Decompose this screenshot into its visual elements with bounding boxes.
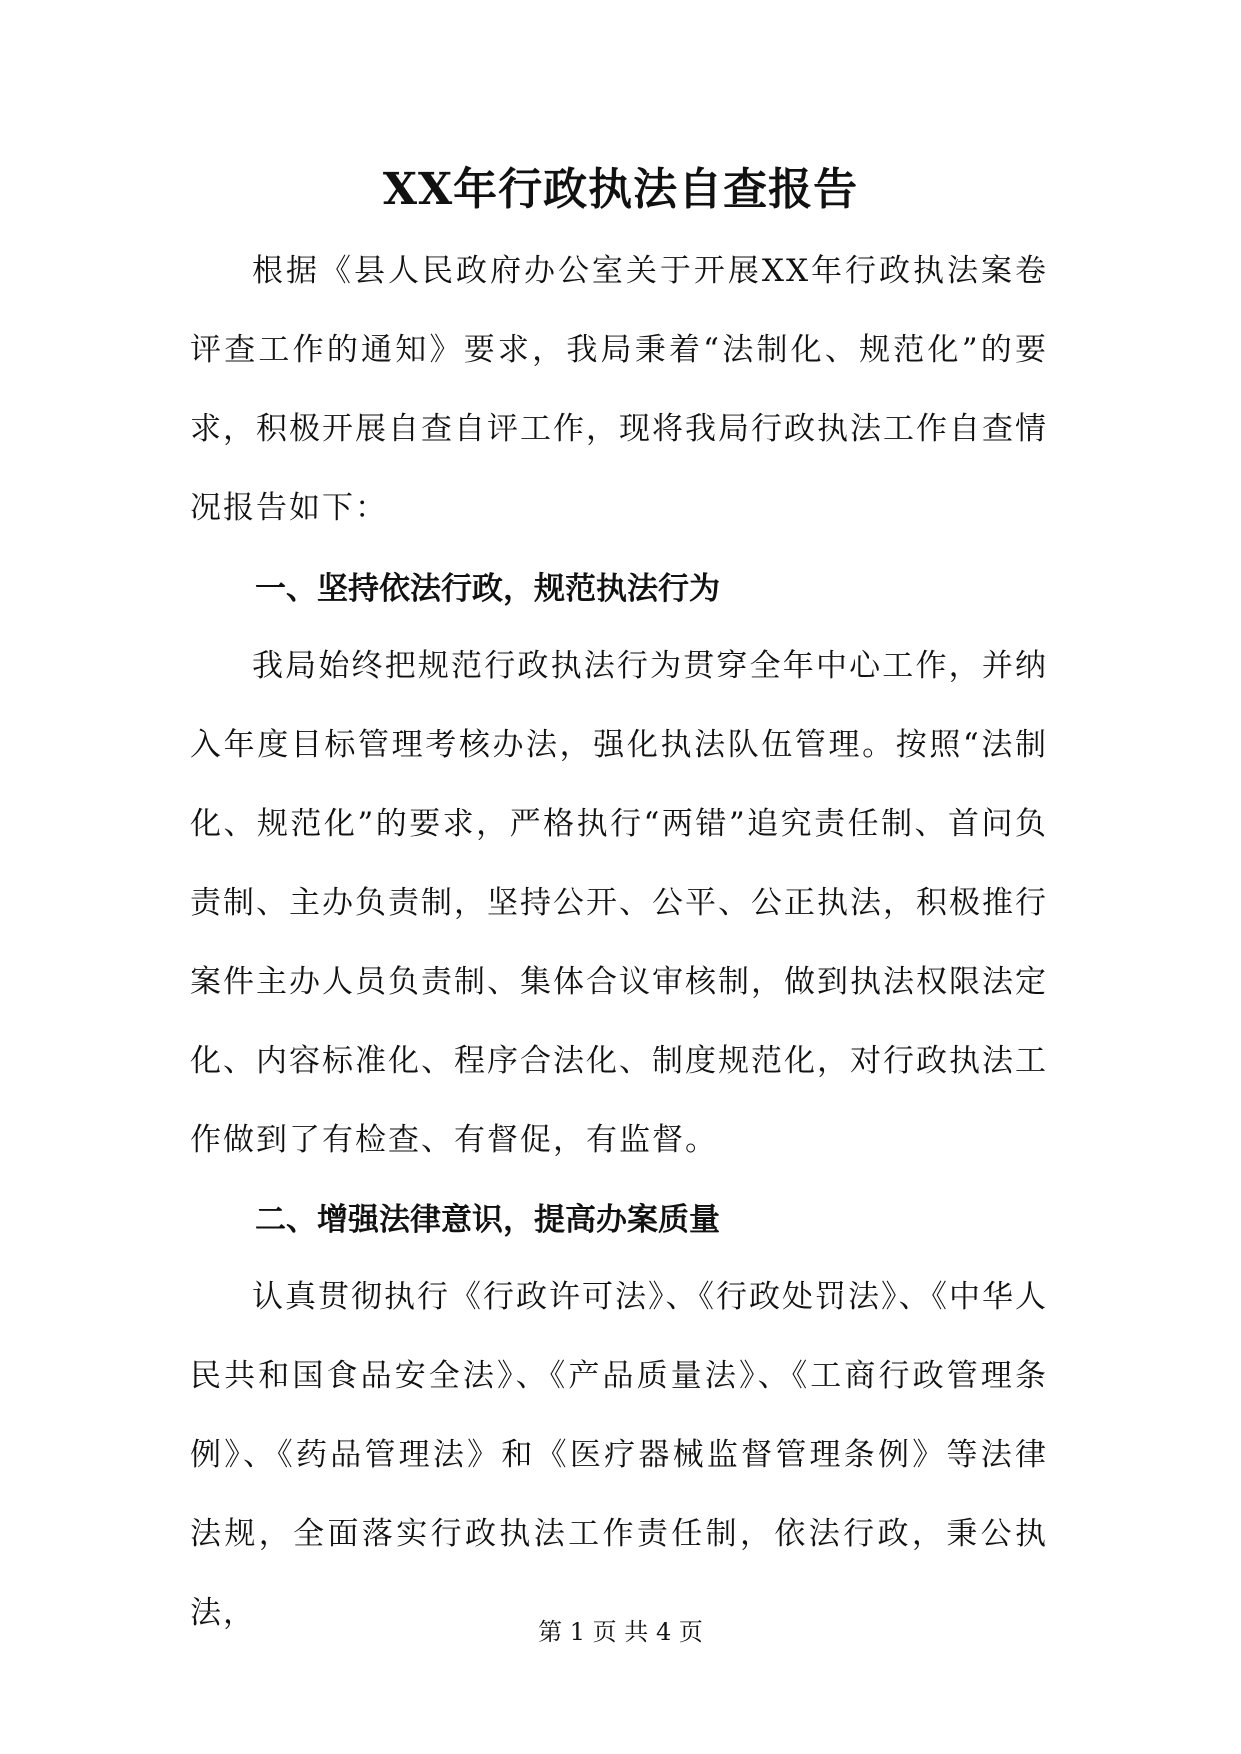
section1-paragraph: 我局始终把规范行政执法行为贯穿全年中心工作，并纳入年度目标管理考核办法，强化执法队伍管理。按照“法制化、规范化”的要求，严格执行“两错”追究责任制、首问负责制、主办负责制，坚持公开、公平、公正执法，积极推行案件主办人员负责制、集体合议审核制，做到执法权限法定化、内容标准化、程序合法化、制度规范化，对行政执法工作做到了有检查、有督促，有监督。	[190, 648, 1048, 1158]
section2-body	[190, 1258, 1048, 1653]
document-title: XX年行政执法自查报告	[382, 164, 859, 215]
intro-section	[190, 232, 1048, 548]
section2-paragraph: 认真贯彻执行《行政许可法》、《行政处罚法》、《中华人民共和国食品安全法》、《产品质量法》、《工商行政管理条例》、《药品管理法》和《医疗器械监督管理条例》等法律法规，全面落实行政执法工作责任制，依法行政，秉公执法，	[190, 1279, 1048, 1631]
page-footer: 第 1 页 共 4 页	[538, 1618, 703, 1646]
section1-heading: 一、坚持依法行政，规范执法行为	[255, 571, 720, 607]
section1-body	[190, 627, 1048, 1180]
intro-paragraph: 根据《县人民政府办公室关于开展XX年行政执法案卷评查工作的通知》要求，我局秉着“法制化、规范化”的要求，积极开展自查自评工作，现将我局行政执法工作自查情况报告如下：	[190, 253, 1048, 526]
section2-heading: 二、增强法律意识，提高办案质量	[255, 1202, 720, 1238]
